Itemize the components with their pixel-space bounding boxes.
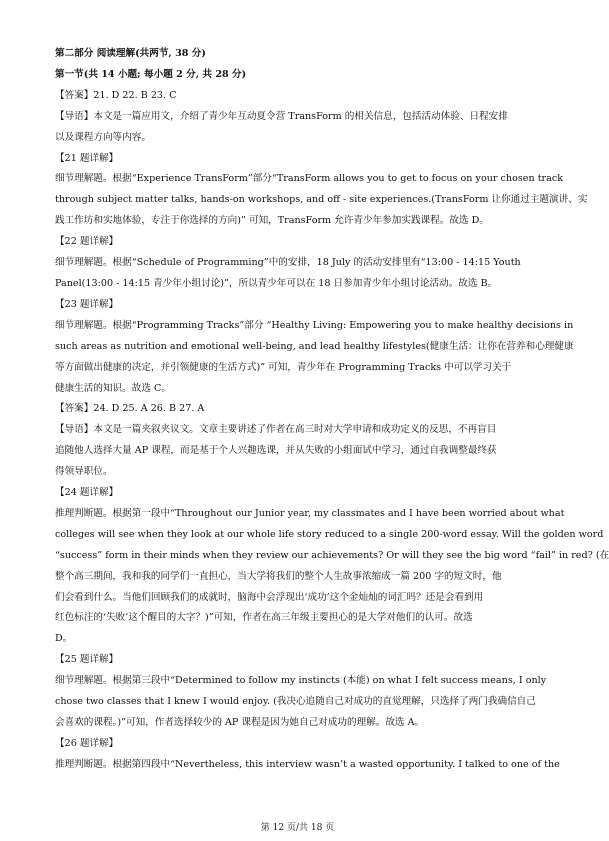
text-line: 【答案】24. D 25. A 26. B 27. A [55,403,205,415]
text-line: 【25 题详解】 [55,654,119,666]
section-heading: 第一节(共 14 小题; 每小题 2 分, 共 28 分) [55,68,247,80]
text-line: 推理判断题。根据第一段中“Throughout our Junior year, my classmates and I have been worried about what [55,507,565,519]
text-line: 细节理解题。根据“Experience TransForm”部分“TransForm allows you to get to focus on your chosen track [55,173,564,185]
text-line: 细节理解题。根据第三段中“Determined to follow my instincts (本能) on what I felt success means, I only [55,675,547,687]
text-line: 细节理解题。根据“Programming Tracks”部分 “Healthy Living: Empowering you to make healthy decisions in [55,319,574,331]
text-line: 追随他人选择大量 AP 课程，而是基于个人兴趣选课，并从失败的小组面试中学习，通过自我调整最终获 [55,445,497,457]
text-line: 整个高三期间，我和我的同学们一直担心，当大学将我们的整个人生故事浓缩成一篇 200 字的短文时，他 [55,570,502,582]
text-line: 红色标注的‘失败’这个醒目的大字？)”可知，作者在高三年级主要担心的是大学对他们的认可。故选 [55,612,473,624]
text-line: 【26 题详解】 [55,737,119,749]
text-line: 【导语】本文是一篇夹叙夹议文。文章主要讲述了作者在高三时对大学申请和成功定义的反思，不再盲目 [55,424,497,436]
text-line: 【23 题详解】 [55,298,119,310]
text-line: 【导语】本文是一篇应用文，介绍了青少年互动夏令营 TransForm 的相关信息，包括活动体验、日程安排 [55,110,508,122]
page-body [55,44,609,776]
text-line: 得领导职位。 [55,466,113,478]
text-line: 细节理解题。根据“Schedule of Programming”中的安排，18 July 的活动安排里有“13:00 - 14:15 Youth [55,257,521,269]
text-line: such areas as nutrition and emotional well-being, and lead healthy lifestyles(健康生活：让你在营养和心理健康 [55,340,574,352]
text-line: through subject matter talks, hands-on workshops, and off - site experiences.(TransForm 让你通过主题演讲、实 [55,194,588,206]
text-line: 【21 题详解】 [55,152,119,164]
text-line: 们会看到什么。当他们回顾我们的成就时，脑海中会浮现出‘成功’这个金灿灿的词汇吗？还是会看到用 [55,591,484,603]
text-line: “success” form in their minds when they review our achievements? Or will they see the big word “fail” in red? (在 [55,549,609,561]
text-line: 【24 题详解】 [55,487,119,499]
text-line: 践工作坊和实地体验，专注于你选择的方向)” 可知，TransForm 允许青少年参加实践课程。故选 D。 [55,215,489,227]
text-line: 推理判断题。根据第四段中“Nevertheless, this interview wasn’t a wasted opportunity. I talked to one of the [55,758,560,770]
text-line: 【答案】21. D 22. B 23. C [55,89,177,101]
section-heading: 第二部分 阅读理解(共两节, 38 分) [55,48,206,59]
text-line: chose two classes that I knew I would enjoy. (我决心追随自己对成功的直觉理解，只选择了两门我确信自己 [55,696,536,708]
text-line: colleges will see when they look at our whole life story reduced to a single 200-word essay. Will the golden word [55,528,604,540]
text-line: 会喜欢的课程。)”可知，作者选择较少的 AP 课程是因为她自己对成功的理解。故选 A。 [55,717,425,728]
text-line: Panel(13:00 - 14:15 青少年小组讨论)”，所以青少年可以在 18 日参加青少年小组讨论活动。故选 B。 [55,277,498,289]
text-line: D。 [55,633,73,645]
text-line: 【22 题详解】 [55,236,119,248]
text-line: 健康生活的知识。故选 C。 [55,382,171,394]
text-line: 以及课程方向等内容。 [55,131,151,143]
page-footer: 第 12 页/共 18 页 [260,823,335,833]
text-line: 等方面做出健康的决定，并引领健康的生活方式)” 可知，青少年在 Programming Tracks 中可以学习关于 [55,361,512,373]
